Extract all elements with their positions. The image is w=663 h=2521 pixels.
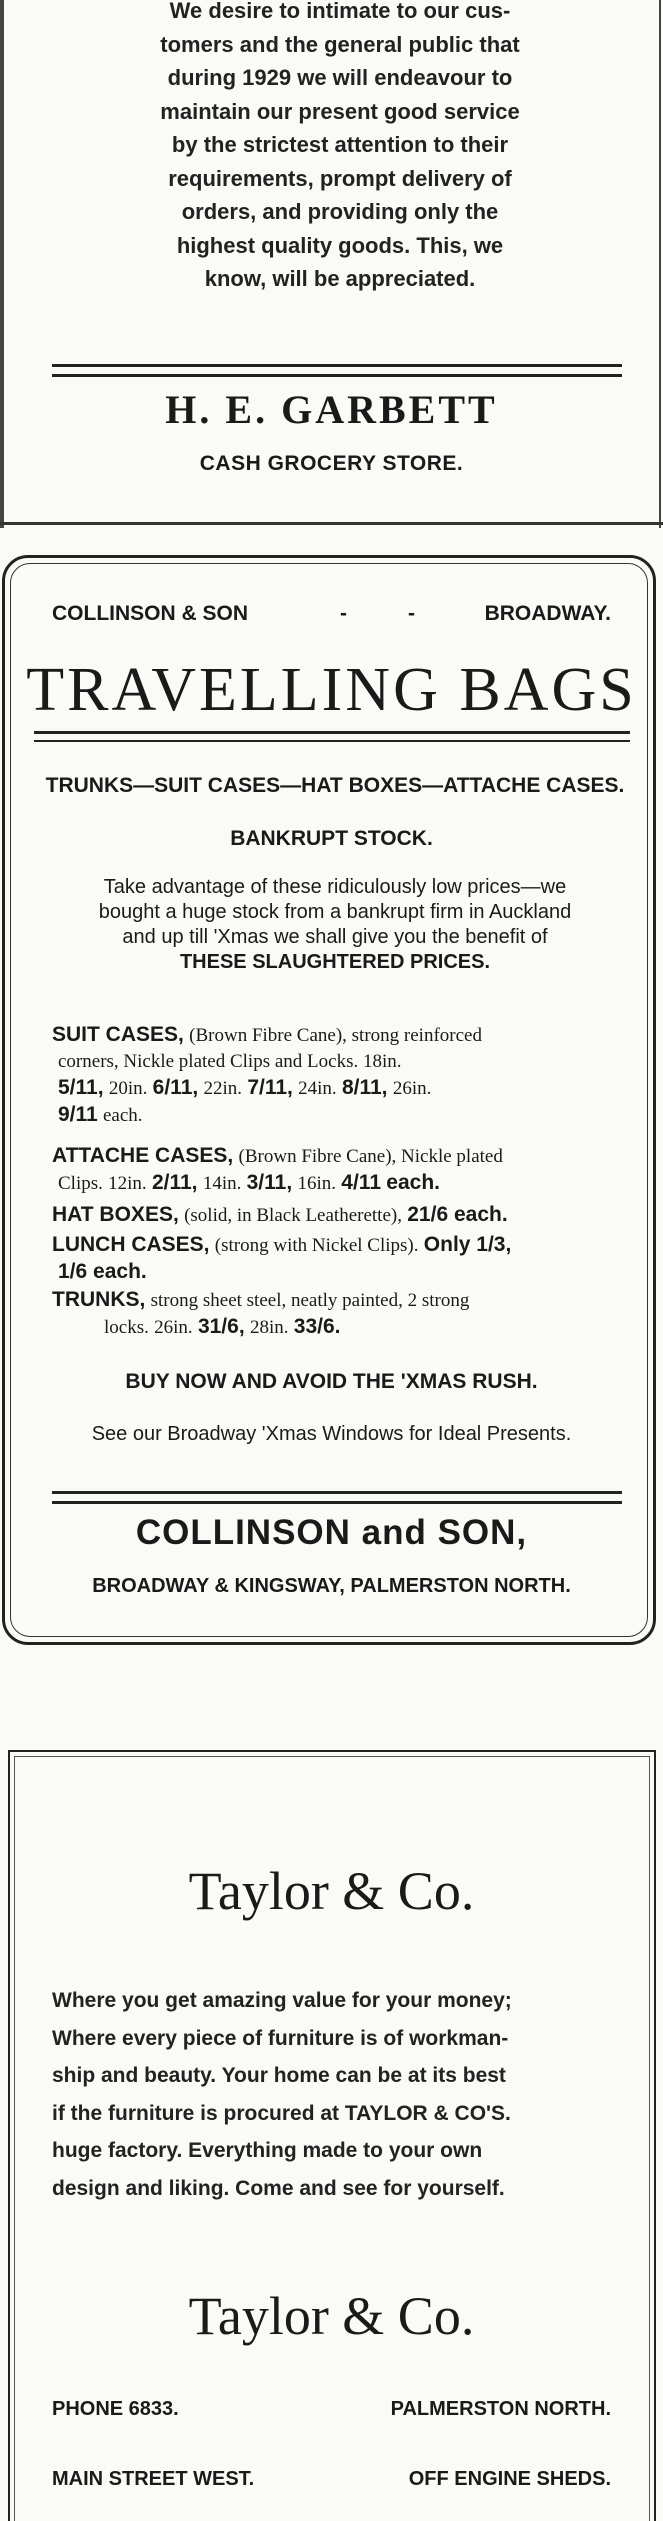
taylor-name-repeat: Taylor & Co. — [188, 2286, 475, 2346]
headline: TRAVELLING BAGS — [26, 656, 637, 724]
header-shop-name: COLLINSON & SON — [52, 602, 249, 625]
header-location: BROADWAY. — [484, 602, 611, 625]
size: 26in. — [392, 1078, 432, 1099]
item-description: corners, Nickle plated Clips and Locks. 18in. — [58, 1051, 402, 1072]
bankrupt-stock-heading: BANKRUPT STOCK. — [230, 827, 433, 850]
message-line: know, will be appreciated. — [204, 266, 476, 291]
size: 28in. — [249, 1317, 289, 1338]
price-item-suit-cases — [52, 1022, 634, 1129]
offer-paragraph — [40, 875, 630, 975]
message-line: requirements, prompt delivery of — [168, 165, 512, 191]
item-description: (solid, in Black Leatherette), — [184, 1205, 402, 1226]
size: 26in. — [154, 1317, 193, 1338]
taylor-name: Taylor & Co. — [188, 1861, 475, 1921]
product-list-heading: TRUNKS—SUIT CASES—HAT BOXES—ATTACHE CASES. — [45, 774, 625, 797]
size: 12in. — [108, 1173, 147, 1194]
unit: each. — [386, 1171, 440, 1194]
message-line: ship and beauty. Your home can be at its best — [52, 2064, 506, 2087]
price-item-hat-boxes — [52, 1202, 634, 1229]
message-line: if the furniture is procured at TAYLOR & CO'S. — [52, 2101, 511, 2125]
taylor-advertisement — [0, 1750, 663, 2521]
divider-rule — [52, 364, 622, 377]
size: 24in. — [298, 1078, 337, 1099]
garbett-store: CASH GROCERY STORE. — [199, 452, 464, 475]
item-label: LUNCH CASES, — [52, 1233, 210, 1256]
price: 1/6 each. — [58, 1260, 147, 1283]
message-line: design and liking. Come and see for yourself. — [52, 2176, 505, 2200]
price: 21/6 each. — [407, 1203, 508, 1226]
taylor-city: PALMERSTON NORTH. — [390, 2398, 611, 2420]
message-line: tomers and the general public that — [160, 31, 520, 57]
item-label: TRUNKS, — [52, 1288, 146, 1311]
size: 20in. — [108, 1078, 148, 1099]
item-description: (Brown Fibre Cane), Nickle plated — [238, 1146, 503, 1167]
header-dash: - — [408, 602, 415, 625]
size: 14in. — [202, 1173, 242, 1194]
paragraph-line: Take advantage of these ridiculously low prices—we — [103, 876, 567, 898]
price: 8/11, — [341, 1076, 388, 1099]
item-label: ATTACHE CASES, — [52, 1144, 234, 1167]
price: 7/11, — [247, 1076, 293, 1099]
item-description: strong sheet steel, neatly painted, 2 strong — [150, 1290, 470, 1311]
item-description: (strong with Nickel Clips). — [214, 1235, 419, 1256]
windows-note: See our Broadway 'Xmas Windows for Ideal Presents. — [91, 1423, 572, 1445]
size: 16in. — [297, 1173, 336, 1194]
item-label: HAT BOXES, — [52, 1203, 179, 1226]
message-line: Where every piece of furniture is of workman- — [52, 2026, 509, 2050]
price: 2/11, — [151, 1171, 198, 1194]
taylor-message — [52, 1982, 612, 2207]
price: 9/11 — [58, 1103, 98, 1126]
taylor-phone: PHONE 6833. — [52, 2398, 179, 2420]
taylor-street: MAIN STREET WEST. — [52, 2468, 255, 2490]
unit: each. — [103, 1105, 143, 1126]
message-line: maintain our present good service — [160, 98, 520, 124]
collinson-advertisement — [0, 555, 663, 1655]
price: 31/6, — [197, 1315, 245, 1338]
message-line: orders, and providing only the — [181, 199, 499, 224]
price-item-lunch-cases — [52, 1232, 634, 1285]
call-to-action: BUY NOW AND AVOID THE 'XMAS RUSH. — [125, 1370, 538, 1393]
price: 33/6. — [293, 1315, 341, 1338]
divider-rule — [34, 731, 630, 742]
item-description: Clips. — [58, 1173, 103, 1194]
price: 4/11 — [341, 1171, 381, 1194]
price: 5/11, — [58, 1076, 104, 1099]
divider-rule — [52, 1491, 622, 1504]
item-label: SUIT CASES, — [52, 1023, 184, 1046]
size: 22in. — [203, 1078, 243, 1099]
border-bottom — [0, 522, 663, 525]
garbett-name: H. E. GARBETT — [165, 387, 498, 432]
garbett-message — [60, 0, 620, 296]
paragraph-line: and up till 'Xmas we shall give you the benefit of — [122, 926, 548, 948]
item-description: (Brown Fibre Cane), strong reinforced — [189, 1025, 482, 1046]
header-dash: - — [340, 602, 347, 625]
item-description: locks. — [104, 1317, 149, 1338]
price-item-attache-cases — [52, 1143, 634, 1197]
message-line: during 1929 we will endeavour to — [167, 65, 513, 90]
price: Only 1/3, — [423, 1233, 512, 1256]
garbett-advertisement — [0, 0, 663, 530]
taylor-location-note: OFF ENGINE SHEDS. — [408, 2468, 611, 2490]
message-line: by the strictest attention to their — [171, 132, 509, 157]
message-line: Where you get amazing value for your money; — [52, 1989, 512, 2012]
price: 3/11, — [246, 1171, 293, 1194]
paragraph-emphasis: THESE SLAUGHTERED PRICES. — [179, 951, 491, 973]
border-right — [659, 0, 661, 528]
collinson-address: BROADWAY & KINGSWAY, PALMERSTON NORTH. — [92, 1575, 571, 1597]
message-line: huge factory. Everything made to your own — [52, 2139, 483, 2162]
border-left — [0, 0, 4, 528]
paragraph-line: bought a huge stock from a bankrupt firm in Auckland — [98, 901, 572, 923]
message-line: We desire to intimate to our cus- — [169, 0, 511, 23]
price-item-trunks — [52, 1287, 634, 1341]
collinson-name: COLLINSON and SON, — [135, 1513, 528, 1552]
message-line: highest quality goods. This, we — [176, 232, 504, 258]
price: 6/11, — [152, 1076, 199, 1099]
